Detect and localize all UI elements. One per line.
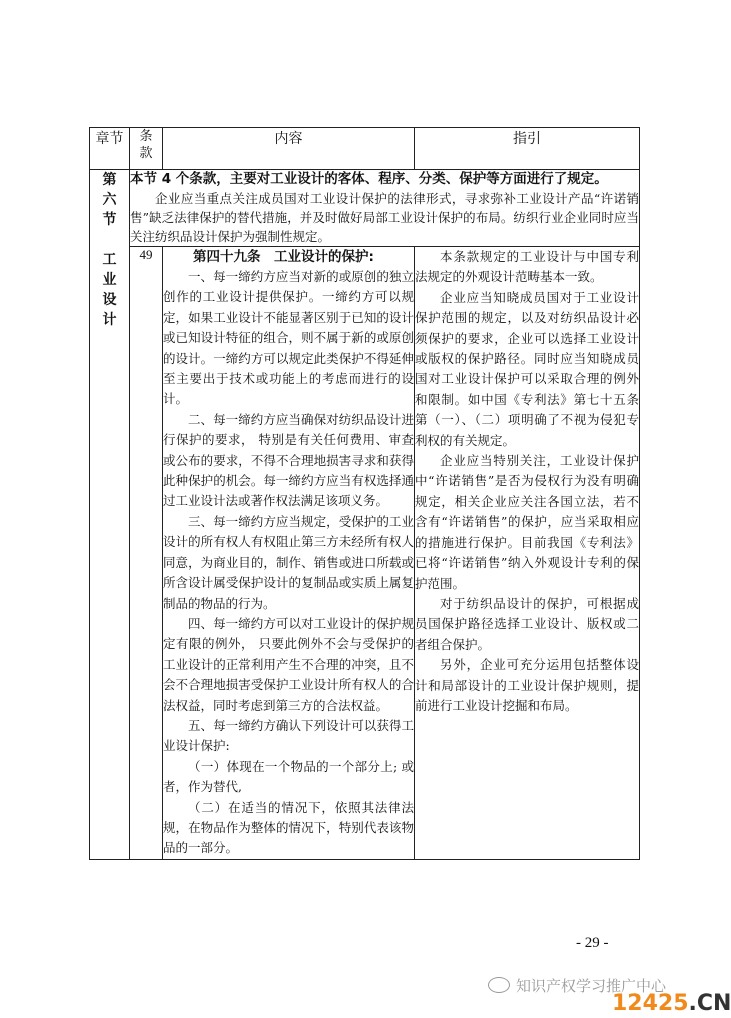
section-note-row bbox=[90, 170, 640, 247]
header-article-text: 条款 bbox=[139, 129, 153, 161]
section-label-bottom: 工业设计 bbox=[102, 252, 117, 328]
header-article bbox=[130, 128, 163, 170]
section-summary: 本节 4 个条款，主要对工业设计的客体、程序、分类、保护等方面进行了规定。 bbox=[130, 171, 608, 187]
content-paragraph: 四、每一缔约方可以对工业设计的保护规定有限的例外， 只要此例外不会与受保护的工业设计的正常利用产生不合理的冲突，且不会不合理地损害受保护工业设计所有权人的合法权益，同时考虑到第三方的合法权益。 bbox=[163, 615, 414, 713]
content-paragraph: （二）在适当的情况下，依照其法律法规，在物品作为整体的情况下，特别代表该物品的一部分。 bbox=[163, 799, 414, 856]
content-paragraph: 三、每一缔约方应当规定，受保护的工业设计的所有权人有权阻止第三方未经所有权人同意，为商业目的，制作、销售或进口所载或所含设计属受保护设计的复制品或实质上属复制品的物品的行为。 bbox=[163, 513, 414, 611]
content-paragraph: 一、每一缔约方应当对新的或原创的独立创作的工业设计提供保护。一缔约方可以规定，如果工业设计不能显著区别于已知的设计或已知设计特征的组合，则不属于新的或原创的设计。一缔约方可以规定此类保护不得延伸至主要出于技术或功能上的考虑而进行的设计。 bbox=[163, 269, 414, 407]
article-number: 49 bbox=[130, 247, 163, 860]
section-label bbox=[102, 170, 118, 330]
header-content: 内容 bbox=[163, 128, 415, 170]
header-section: 章节 bbox=[90, 128, 130, 170]
content-paragraph: 五、每一缔约方确认下列设计可以获得工业设计保护: bbox=[163, 717, 414, 754]
article-row bbox=[90, 247, 640, 860]
guide-paragraph: 本条款规定的工业设计与中国专利法规定的外观设计范畴基本一致。 bbox=[415, 249, 639, 285]
guide-paragraph: 企业应当特别关注，工业设计保护中“许诺销售”是否为侵权行为没有明确规定，相关企业应关注各国立法，若不含有“许诺销售”的保护，应当采取相应的措施进行保护。目前我国《专利法》已将“许诺销售”纳入外观设计专利的保护范围。 bbox=[415, 453, 639, 591]
site-logo-dot: . bbox=[688, 991, 697, 1016]
section-advice: 企业应当重点关注成员国对工业设计保护的法律形式，寻求弥补工业设计产品“许诺销售”缺乏法律保护的替代措施，并及时做好局部工业设计保护的布局。纺织行业企业同时应当关注纺织品设计保护为强制性规定。 bbox=[130, 191, 639, 244]
guide-paragraph: 企业应当知晓成员国对于工业设计保护范围的规定，以及对纺织品设计必须保护的要求，企业可以选择工业设计或版权的保护路径。同时应当知晓成员国对工业设计保护可以采取合理的例外和限制。如中国《专利法》第七十五条第（一）、（二）项明确了不视为侵犯专利权的有关规定。 bbox=[415, 289, 639, 448]
section-note-cell bbox=[130, 170, 640, 247]
site-logo-digits: 12425 bbox=[612, 991, 689, 1016]
section-label-top: 第六节 bbox=[102, 172, 117, 228]
section-label-cell bbox=[90, 170, 130, 860]
header-guide: 指引 bbox=[415, 128, 640, 170]
header-row bbox=[90, 128, 640, 170]
wechat-icon bbox=[488, 977, 510, 993]
content-paragraph: 二、每一缔约方应当确保对纺织品设计进行保护的要求， 特别是有关任何费用、审查或公布的要求，不得不合理地损害寻求和获得此种保护的机会。每一缔约方应当有权选择通过工业设计法或著作权法满足该项义务。 bbox=[163, 411, 414, 509]
content-paragraph: （一）体现在一个物品的一个部分上; 或者，作为替代, bbox=[163, 758, 414, 795]
guide-cell bbox=[415, 247, 640, 860]
guide-paragraph: 另外，企业可充分运用包括整体设计和局部设计的工业设计保护规则，提前进行工业设计挖掘和布局。 bbox=[415, 657, 639, 713]
article-content-cell bbox=[163, 247, 415, 860]
article-title: 第四十九条 工业设计的保护: bbox=[193, 249, 374, 265]
agreement-table bbox=[89, 127, 640, 860]
guide-paragraph: 对于纺织品设计的保护，可根据成员国保护路径选择工业设计、版权或二者组合保护。 bbox=[415, 595, 639, 652]
site-logo-tld: CN bbox=[696, 991, 731, 1016]
watermark-text: 知识产权学习推广中心 bbox=[516, 977, 667, 995]
site-logo bbox=[612, 991, 731, 1016]
page-number: - 29 - bbox=[576, 935, 609, 951]
